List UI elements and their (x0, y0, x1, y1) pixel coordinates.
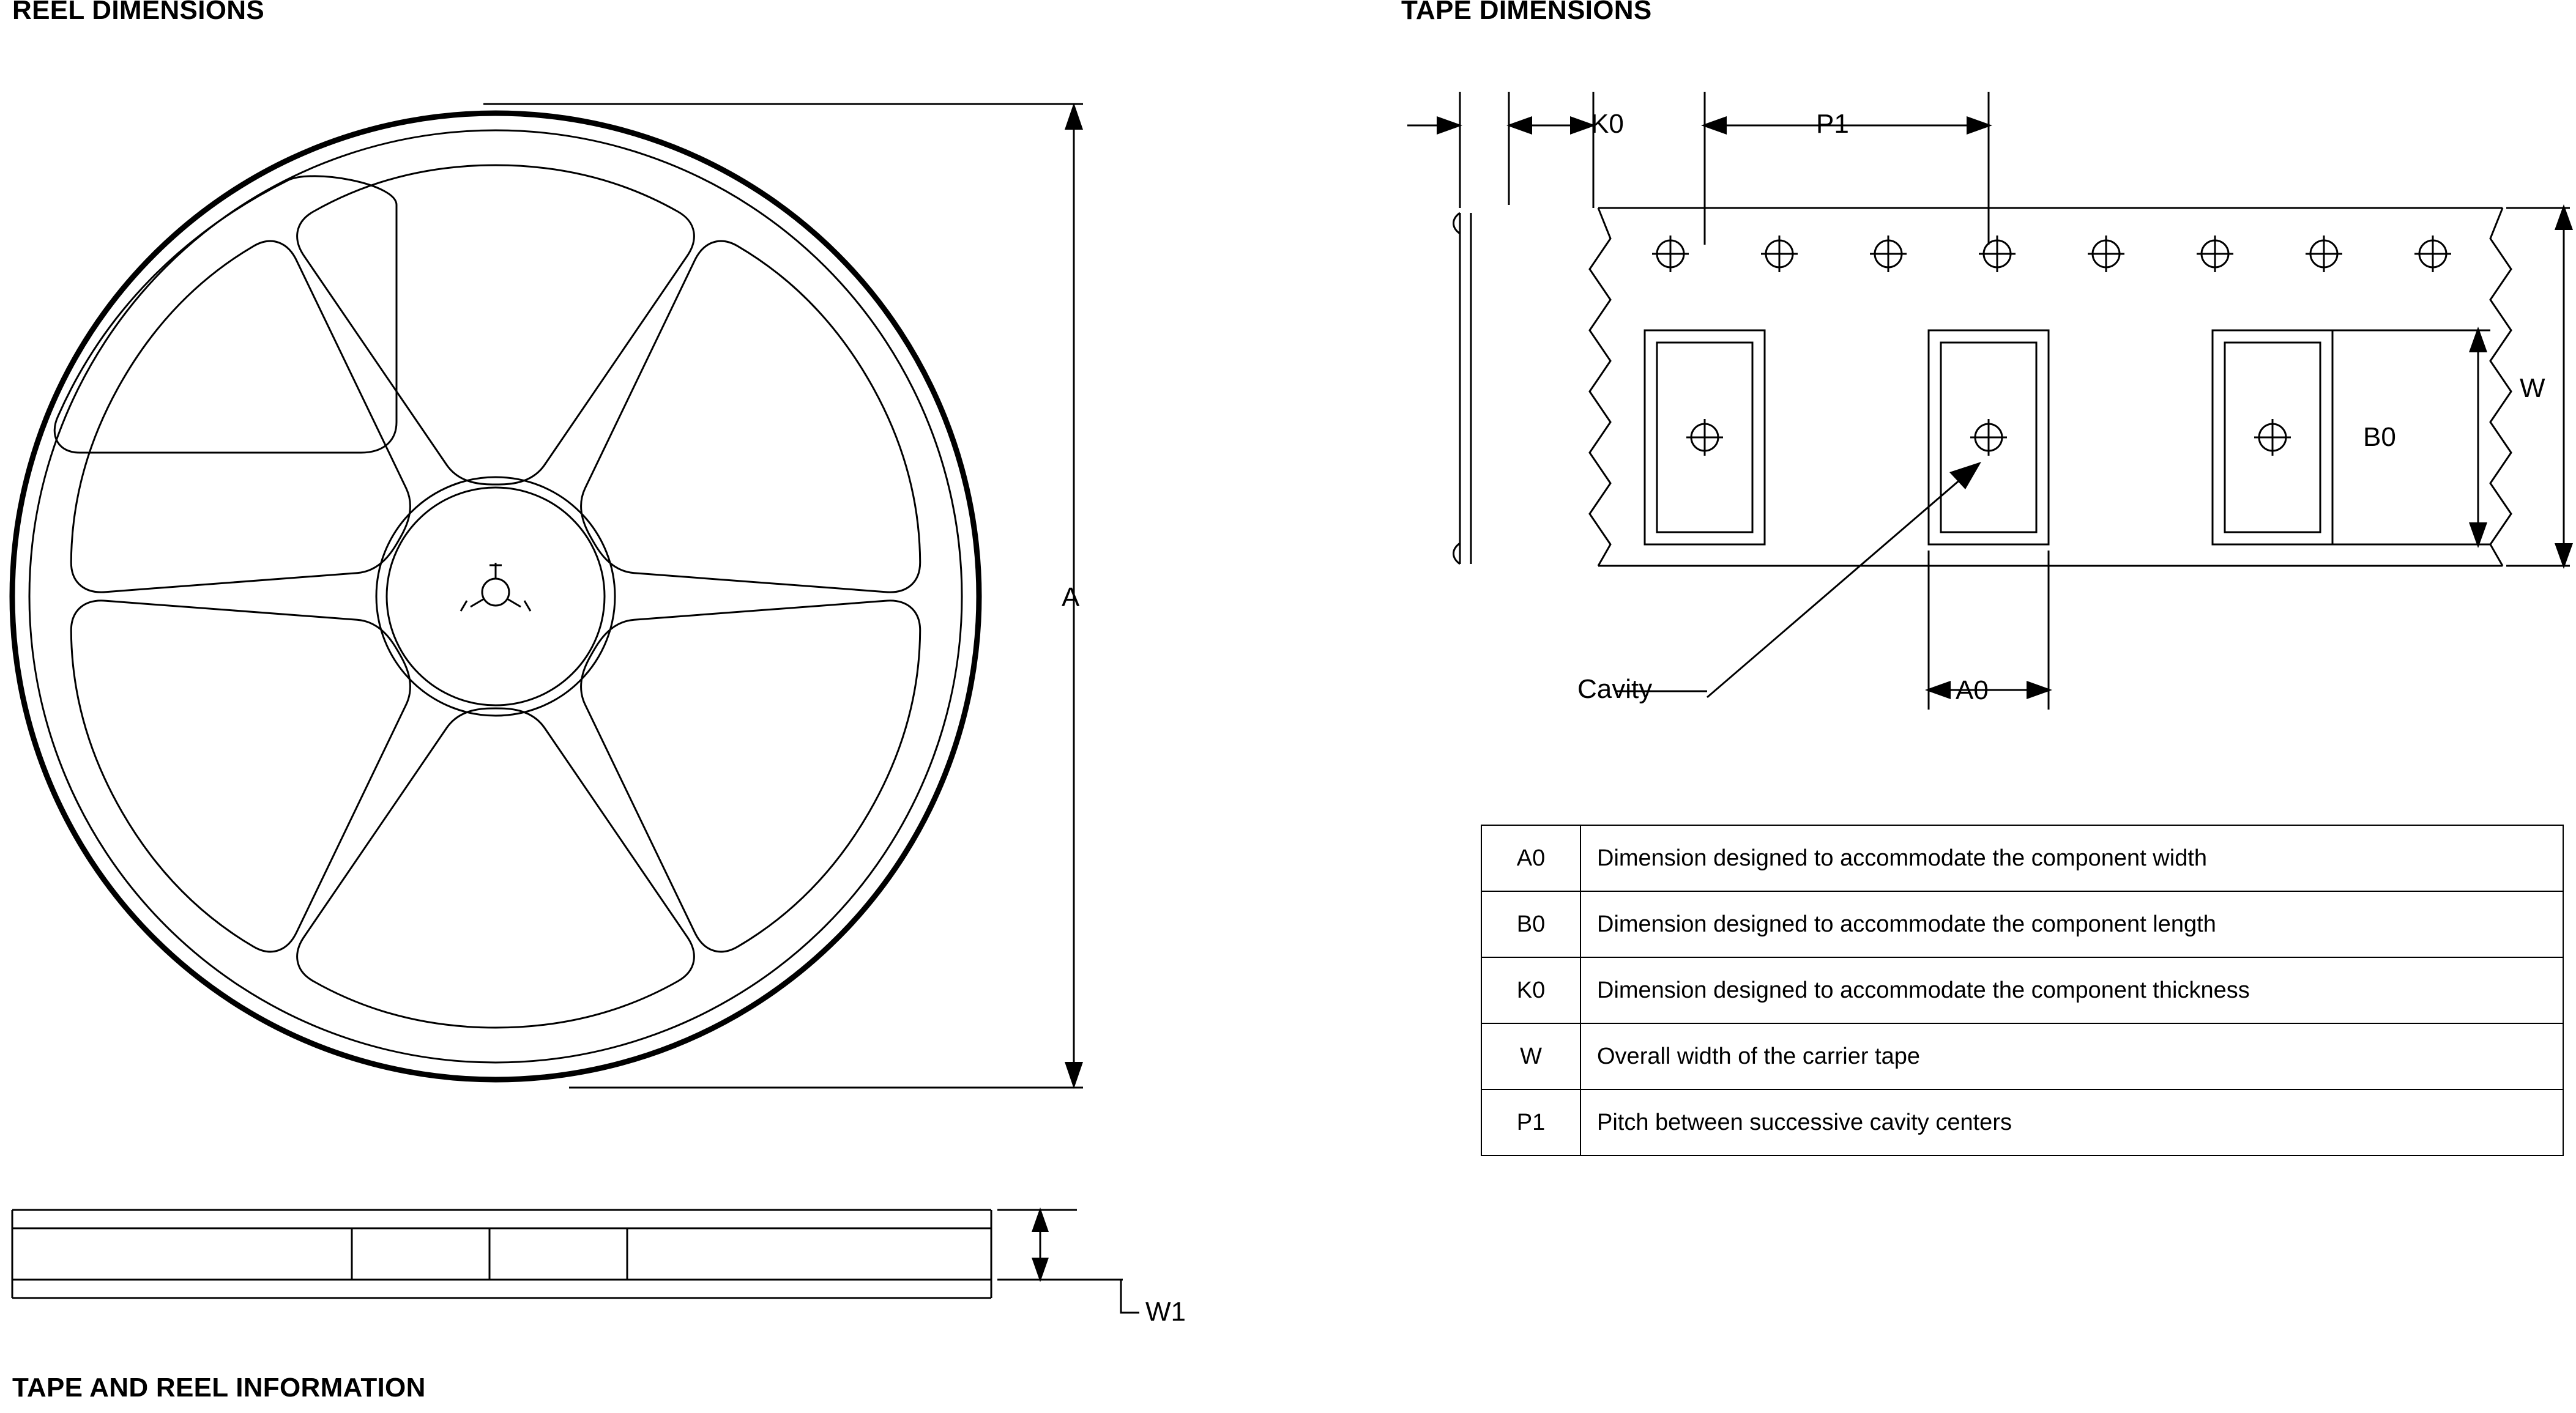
p1-label: P1 (1816, 109, 1849, 139)
cavity-label: Cavity (1577, 674, 1653, 704)
table-row (1481, 891, 2563, 957)
reel-dimensions-heading: REEL DIMENSIONS (12, 0, 264, 25)
table-row (1481, 1023, 2563, 1089)
tape-cavities (1645, 330, 2332, 544)
table-cell-description: Overall width of the carrier tape (1580, 1023, 2563, 1089)
cavity-callout-leader (1615, 462, 1981, 697)
b0-dimension (2332, 327, 2490, 548)
dimension-description-table (1481, 825, 2564, 1156)
k0-label: K0 (1591, 109, 1624, 139)
table-cell-description: Dimension designed to accommodate the component width (1580, 825, 2563, 891)
table-cell-symbol: K0 (1481, 957, 1580, 1023)
reel-side-view (12, 1210, 991, 1298)
table-row (1481, 1089, 2563, 1155)
b0-label: B0 (2363, 422, 2396, 452)
table-body (1481, 825, 2563, 1155)
reel-width-w1-dimension (997, 1207, 1139, 1313)
reel-width-w1-label: W1 (1145, 1297, 1186, 1327)
table-cell-symbol: W (1481, 1023, 1580, 1089)
reel-diameter-dimension (483, 103, 1083, 1089)
reel-diameter-label: A (1062, 582, 1080, 612)
sprocket-holes (1652, 236, 2451, 272)
table-cell-description: Pitch between successive cavity centers (1580, 1089, 2563, 1155)
table-cell-symbol: B0 (1481, 891, 1580, 957)
table-cell-description: Dimension designed to accommodate the component length (1580, 891, 2563, 957)
tape-and-reel-information-heading: TAPE AND REEL INFORMATION (12, 1373, 426, 1403)
a0-dimension (1925, 551, 2052, 710)
carrier-tape-view (1454, 208, 2512, 697)
w-label: W (2520, 373, 2545, 403)
table-row (1481, 957, 2563, 1023)
table-cell-description: Dimension designed to accommodate the component thickness (1580, 957, 2563, 1023)
table-cell-symbol: A0 (1481, 825, 1580, 891)
table-row (1481, 825, 2563, 891)
tape-dimensions-heading: TAPE DIMENSIONS (1401, 0, 1652, 25)
k0-dimension (1407, 92, 1596, 208)
reel-front-view (12, 113, 979, 1080)
a0-label: A0 (1956, 675, 1989, 705)
table-cell-symbol: P1 (1481, 1089, 1580, 1155)
